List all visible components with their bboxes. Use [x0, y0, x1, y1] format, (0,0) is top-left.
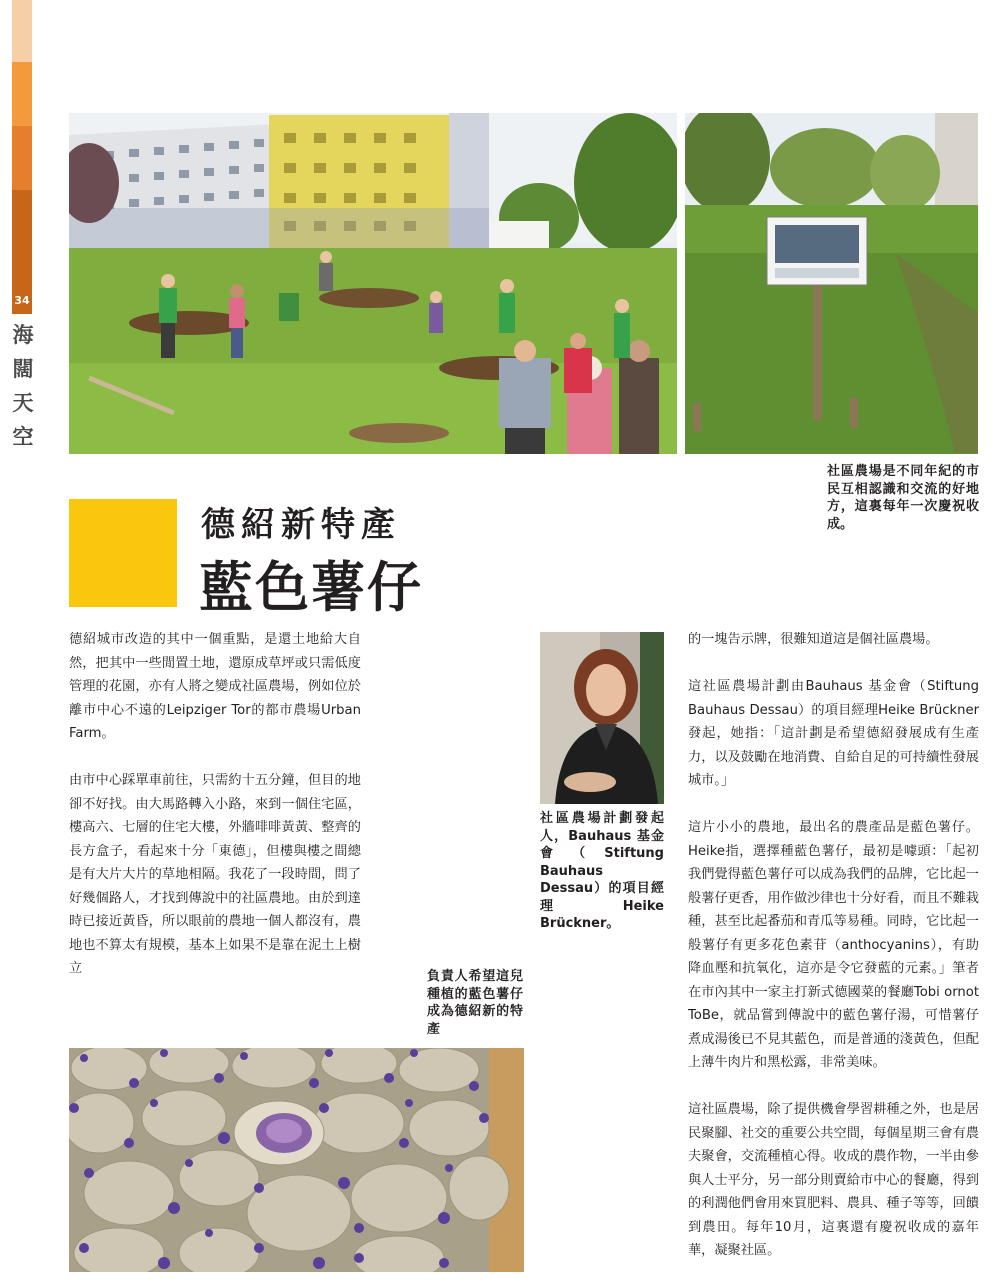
farm-sign-photo — [685, 113, 978, 454]
paragraph: 德紹城市改造的其中一個重點，是還土地給大自然，把其中一些閒置土地，還原成草坪或只需低度管理的花園，亦有人將之變成社區農場，例如位於離市中心不遠的Leipziger Tor的都市農場Urban Farm。 — [69, 632, 361, 741]
article-column-1 — [69, 628, 361, 1004]
blue-potatoes-photo — [69, 1048, 524, 1272]
section-title: 海 闊 天 空 — [12, 322, 34, 449]
paragraph: 的一塊告示牌，很難知道這是個社區農場。 — [688, 632, 939, 647]
paragraph: 這片小小的農地，最出名的農產品是藍色薯仔。Heike指，選擇種藍色薯仔，最初是噱頭：「起初我們覺得藍色薯仔可以成為我們的品牌，它比起一般薯仔更香，用作做沙律也十分好看，而且不難栽種，甚至比起番茄和青瓜等易種。同時，它比起一般薯仔有更多花色素苷（anthocyanins），有助降血壓和抗氧化，這亦是令它發藍的元素。」筆者在市內其中一家主打新式德國菜的餐廳Tobi ornot ToBe，就品嘗到傳說中的藍色薯仔湯，可惜薯仔煮成湯後已不見其藍色，而是普通的淺黃色，但配上薄牛肉片和黑松露，非常美味。 — [688, 820, 979, 1070]
paragraph: 這社區農場計劃由Bauhaus 基金會（Stiftung Bauhaus Dessau）的項目經理Heike Brückner發起，她指：「這計劃是希望德紹發展成有生產力，以及鼓勵在地消費、自給自足的可持續性發展城市。」 — [688, 679, 979, 788]
paragraph: 這社區農場，除了提供機會學習耕種之外，也是居民聚腳、社交的重要公共空間，每個星期三會有農夫聚會，交流種植心得。收成的農作物，一半由參與人士平分，另一部分則賣給市中心的餐廳，得到的利潤他們會用來買肥料、農具、種子等等，回饋到農田。每年10月，這裏還有慶祝收成的嘉年華，凝聚社區。 — [688, 1102, 979, 1258]
headline-title: 藍色薯仔 — [199, 555, 423, 619]
color-strip-3 — [12, 126, 32, 190]
color-strip-2 — [12, 62, 32, 126]
page-number: 34 — [14, 294, 30, 307]
farm-photo-caption: 社區農場是不同年紀的市民互相認識和交流的好地方，這裏每年一次慶祝收成。 — [827, 464, 979, 532]
headline-accent-block — [69, 499, 177, 607]
article-column-3 — [688, 628, 979, 1263]
portrait-caption: 社區農場計劃發起人，Bauhaus 基金會（Stiftung Bauhaus Dessau）的項目經理Heike Brückner。 — [540, 811, 664, 931]
potatoes-caption: 負責人希望這兒種植的藍色薯仔成為德紹新的特產 — [427, 969, 523, 1037]
headline-kicker: 德紹新特產 — [201, 505, 401, 545]
paragraph: 由市中心踩單車前往，只需約十五分鐘，但目的地卻不好找。由大馬路轉入小路，來到一個住宅區，樓高六、七層的住宅大樓，外牆啡啡黃黃、整齊的長方盒子，看起來十分「東德」，但樓與樓之間總是有大片大片的草地相隔。我花了一段時間，問了好幾個路人，才找到傳說中的社區農地。由於到達時已接近黃昏，所以眼前的農地一個人都沒有，農地也不算太有規模，基本上如果不是靠在泥土上樹立 — [69, 773, 361, 976]
portrait-photo — [540, 632, 664, 804]
community-farm-photo — [69, 113, 677, 454]
color-strip-1 — [12, 0, 32, 62]
